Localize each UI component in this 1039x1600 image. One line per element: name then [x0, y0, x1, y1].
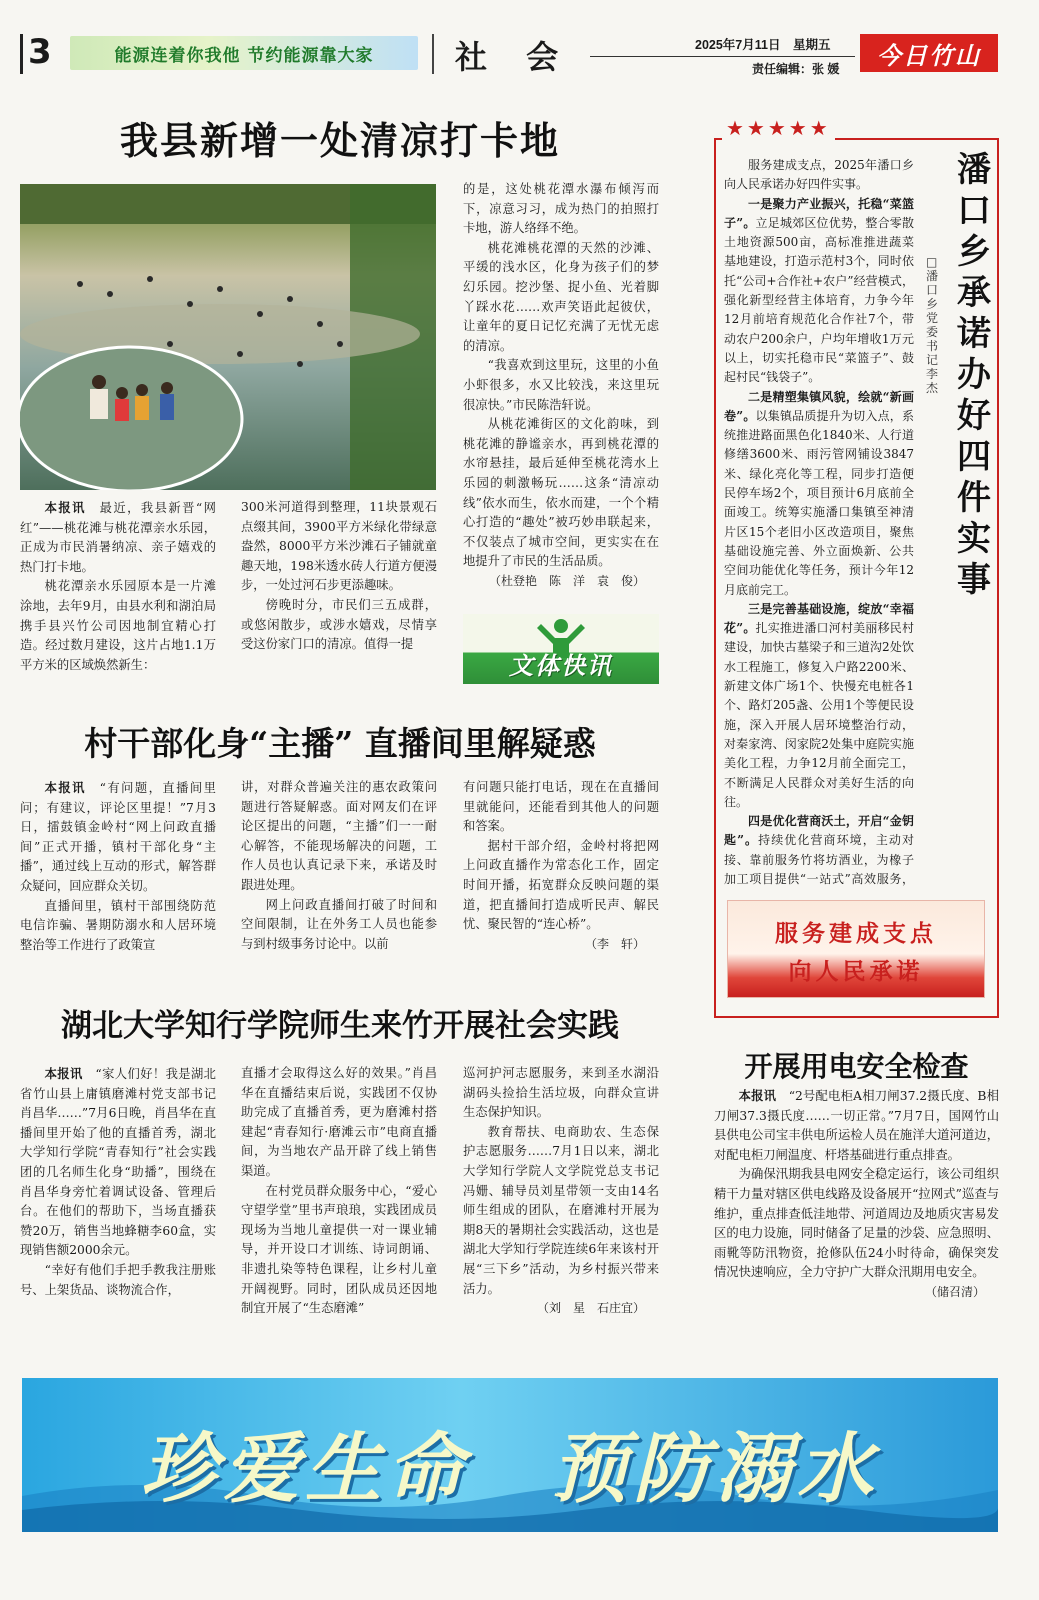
wenti-text: 文体快讯 [509, 651, 613, 680]
article1-col3-p2: “我喜欢到这里玩，这里的小鱼小虾很多，水又比较浅，来这里玩很凉快。”市民陈浩轩说。 [463, 358, 659, 412]
article2-col3-p1: 据村干部介绍，金岭村将把网上问政直播作为常态化工作，固定时间开播，拓宽群众反映问题的渠道，把直播间打造成听民声、解民忧、聚民智的“连心桥”。 [463, 838, 659, 932]
article1-photo [20, 184, 436, 490]
article3-headline: 湖北大学知行学院师生来竹开展社会实践 [61, 1008, 619, 1044]
article4-body [714, 1086, 999, 1332]
article1-byline: （杜登艳 陈 洋 袁 俊） [488, 573, 645, 588]
article2-col2-p2: 网上问政直播间打破了时间和空间限制，让在外务工人员也能参与到村级事务讨论中。以前 [241, 897, 437, 951]
article3-col1-p1: “家人们好！我是湖北省竹山县上庸镇磨滩村党支部书记肖昌华……”7月6日晚，肖昌华在直播间里开始了他的直播首秀，湖北大学知行学院“青春知行”社会实践团的几名师生化身“助播”，围绕在肖昌华身旁忙着调试设备、管理后台。在他们的帮助下，当场直播获赞20万，销售当地蜂糖李60盒，实现销售额2000余元。 [20, 1067, 216, 1258]
article2-col1-p2: 直播间里，镇村干部围绕防范电信诈骗、暑期防溺水和人居环境整治等工作进行了政策宣 [20, 898, 216, 952]
sidebar-item-3 [724, 600, 914, 812]
sidebar-item-1 [724, 195, 914, 388]
river-photo [20, 184, 436, 490]
article3-col2-p0: 直播才会取得这么好的效果。”肖昌华在直播结束后说，实践团不仅协助完成了直播首秀，更为磨滩村搭建起“青春知行·磨滩云市”电商直播间，为当地农产品开辟了线上销售渠道。 [241, 1066, 437, 1178]
sidebar-item-3-lead: 三是完善基础设施，绽放“幸福花”。 [724, 601, 914, 636]
article4-headline: 开展用电安全检查 [744, 1050, 969, 1083]
article2-headline: 村干部化身“主播” 直播间里解疑惑 [84, 724, 596, 763]
article3-col3-p1: 教育帮扶、电商助农、生态保护志愿服务……7月1日以来，湖北大学知行学院人文学院党总支书记冯姗、辅导员刘星带领一支由14名师生组成的团队，在磨滩村开展为期8天的暑期社会实践活动，这也是湖北大学知行学院连续6年来该村开展“三下乡”活动，为乡村振兴带来活力。 [463, 1124, 659, 1296]
article1-col3-p1: 桃花滩桃花潭的天然的沙滩、平缓的浅水区，化身为孩子们的梦幻乐园。挖沙堡、捉小鱼、光着脚丫踩水花……欢声笑语此起彼伏，让童年的夏日记忆充满了无忧无虑的清凉。 [463, 240, 659, 353]
sidebar-item-2-text: 以集镇品质提升为切入点，系统推进路面黑色化1840米、人行道修缮3600米、雨污管网铺设3847米、绿化亮化等工程，同步打造便民停车场2个，项目预计6月底前全面竣工。统筹实施潘口集镇至神清片区15个老旧小区改造项目，聚焦基础设施完善、外立面焕新、公共空间功能优化等任务，预计今年12月底前完工。 [724, 408, 914, 597]
article1-col3-p0: 的是，这处桃花潭水瀑布倾泻而下，凉意习习，成为热门的拍照打卡地，游人络绎不绝。 [463, 182, 659, 236]
article1-col2-p2: 傍晚时分，市民们三五成群，或悠闲散步，或涉水嬉戏，尽情享受这份家门口的清凉。值得一提 [241, 597, 437, 652]
article2-col3 [463, 778, 659, 964]
article1-lead: 本报讯 [44, 500, 86, 515]
bottom-banner [22, 1378, 998, 1532]
masthead-divider [432, 34, 434, 74]
masthead-date: 2025年7月11日 星期五 [695, 38, 831, 52]
sidebar-item-2-lead: 二是精塑集镇风貌，绘就“新画卷”。 [724, 389, 914, 423]
sidebar-headline: 潘口乡承诺办好四件实事 [957, 150, 991, 600]
masthead-rule-left [20, 34, 23, 74]
article2-col2 [241, 778, 437, 964]
sidebar-item-4-text: 持续优化营商环境，主动对接、靠前服务竹将坊酒业，为橡子加工项目提供“一站式”高效服务， [724, 833, 914, 886]
page-number: 3 [28, 32, 52, 72]
sidebar-stars: ★★★★★ [722, 116, 835, 140]
article2-byline: （李 轩） [584, 936, 645, 951]
sidebar-item-1-text: 立足城郊区位优势，整合零散土地资源500亩，高标准推进蔬菜基地建设，打造示范村3个，同时依托“公司+合作社+农户”经营模式，强化新型经营主体培育，力争今年12月前培育规范化合作社7个，带动农户200余户，户均年增收1万元以上，切实托稳市民“菜篮子”、鼓起村民“钱袋子”。 [724, 215, 914, 385]
article4-p2: 为确保汛期我县电网安全稳定运行，该公司组织精干力量对辖区供电线路及设备展开“拉网式”巡查与维护，重点排查低洼地带、河道周边及地质灾害易发区的电力设施，同时储备了足量的沙袋、应急照明、雨靴等防汛物资，抢修队伍24小时待命，确保突发情况快速响应，全力守护广大群众汛期用电安全。 [714, 1167, 999, 1280]
article1-col2-p1: 300米河道得到整理，11块景观石点缀其间，3900平方米绿化带绿意盎然，8000平方米沙滩石子铺就童趣天地，198米透水砖人行道方便漫步，一处过河石步更添趣味。 [241, 500, 437, 593]
article3-col3 [463, 1064, 659, 1332]
article2-col2-p1: 讲，对群众普遍关注的惠农政策问题进行答疑解惑。面对网友们在评论区提出的问题，“主播”们一一耐心解答，不能现场解决的问题，工作人员也认真记录下来，承诺及时跟进处理。 [241, 780, 437, 892]
article2-lead: 本报讯 [44, 780, 86, 795]
article3-lead: 本报讯 [44, 1066, 83, 1081]
masthead-editor: 责任编辑：张 媛 [752, 62, 840, 76]
article3-col1-p2: “幸好有他们手把手教我注册账号、上架货品、谈物流合作， [20, 1262, 216, 1297]
article3-col1 [20, 1064, 216, 1332]
paper-logo [860, 34, 998, 72]
article1-col2 [241, 498, 437, 690]
slogan-banner [70, 36, 418, 70]
article2-col1-p1: “有问题，直播间里问；有建议，评论区里提！”7月3日，擂鼓镇金岭村“网上问政直播间”正式开播，镇村干部化身“主播”，通过线上互动的形式，解答群众疑问，回应群众关切。 [20, 781, 216, 893]
article2-col1 [20, 778, 216, 964]
sidebar-item-4 [724, 812, 914, 886]
article3-col2 [241, 1064, 437, 1332]
wenti-banner [463, 614, 659, 684]
article1-col1-p1: 最近，我县新晋“网红”——桃花滩与桃花潭亲水乐园，正成为市民消暑纳凉、亲子嬉戏的热门打卡地。 [20, 501, 216, 574]
article1-col1-p2: 桃花潭亲水乐园原本是一片滩涂地，去年9月，由县水利和湖泊局携手县兴竹公司因地制宜精心打造。经过数月建设，这片占地1.1万平方米的区域焕然新生： [20, 579, 216, 672]
article1-col1 [20, 498, 216, 690]
masthead-line [590, 56, 855, 57]
sidebar-item-4-lead: 四是优化营商沃土，开启“金钥匙”。 [724, 814, 914, 848]
sidebar-banner-line1: 服务建成支点 [775, 920, 937, 947]
section-title: 社 会 [455, 38, 573, 76]
article1-col3 [463, 180, 659, 608]
bottom-banner-text: 珍爱生命 预防溺水 [141, 1424, 879, 1513]
article4-lead: 本报讯 [738, 1088, 777, 1103]
sidebar-body [724, 156, 914, 886]
article1-headline: 我县新增一处清凉打卡地 [119, 118, 560, 163]
sidebar-item-1-lead: 一是聚力产业振兴，托稳“菜篮子”。 [724, 196, 914, 230]
article3-col2-p1: 在村党员群众服务中心，“爱心守望学堂”里书声琅琅，实践团成员现场为当地儿童提供一对一课业辅导，并开设口才训练、诗词朗诵、非遗扎染等特色课程，让乡村儿童开阔视野。同时，团队成员还因地制宜开展了“生态磨滩” [241, 1183, 437, 1316]
sidebar-intro: 服务建成支点，2025年潘口乡向人民承诺办好四件实事。 [724, 158, 914, 192]
sidebar-banner [727, 900, 985, 998]
article4-p1: “2号配电柜A相刀闸37.2摄氏度、B相刀闸37.3摄氏度……一切正常。”7月7日，国网竹山县供电公司宝丰供电所运检人员在施洋大道河道边，对配电柜刀闸温度、杆塔基础进行重点排查。 [714, 1089, 999, 1162]
article3-byline: （刘 星 石庄宜） [536, 1301, 645, 1316]
slogan-text: 能源连着你我他 节约能源靠大家 [114, 45, 374, 66]
article4-byline: （储召清） [924, 1284, 985, 1299]
article3-col3-p0: 巡河护河志愿服务，来到圣水湖沿湖码头捡拾生活垃圾，向群众宣讲生态保护知识。 [463, 1066, 659, 1120]
sidebar-banner-line2: 向人民承诺 [788, 958, 924, 985]
paper-name: 今日竹山 [877, 40, 981, 70]
sidebar-item-2 [724, 388, 914, 600]
sidebar-item-3-text: 扎实推进潘口河村美丽移民村建设，加快古墓梁子和三道沟2处饮水工程施工，修复入户路2200米、新建文体广场1个、快慢充电桩各1个、路灯205盏、公用1个等便民设施，深入开展人居环境整治行动，对秦家湾、闵家院2处集中庭院实施美化工程，力争12月前全面完工，不断满足人民群众对美好生活的向往。 [724, 621, 914, 809]
article2-col3-p0: 有问题只能打电话，现在在直播间里就能问，还能看到其他人的问题和答案。 [463, 780, 659, 834]
article1-col3-p3: 从桃花滩街区的文化韵味，到桃花滩的静谧亲水，再到桃花潭的水帘悬挂，最后延伸至桃花湾水上乐园的刺激畅玩……这条“清凉动线”依水而生，依水而建，一个个精心打造的“趣处”被巧妙串联起来，不仅装点了城市空间，更实实在在地提升了市民的生活品质。 [463, 417, 659, 569]
sidebar-author: □ 潘口乡党委书记 李杰 [926, 255, 951, 395]
